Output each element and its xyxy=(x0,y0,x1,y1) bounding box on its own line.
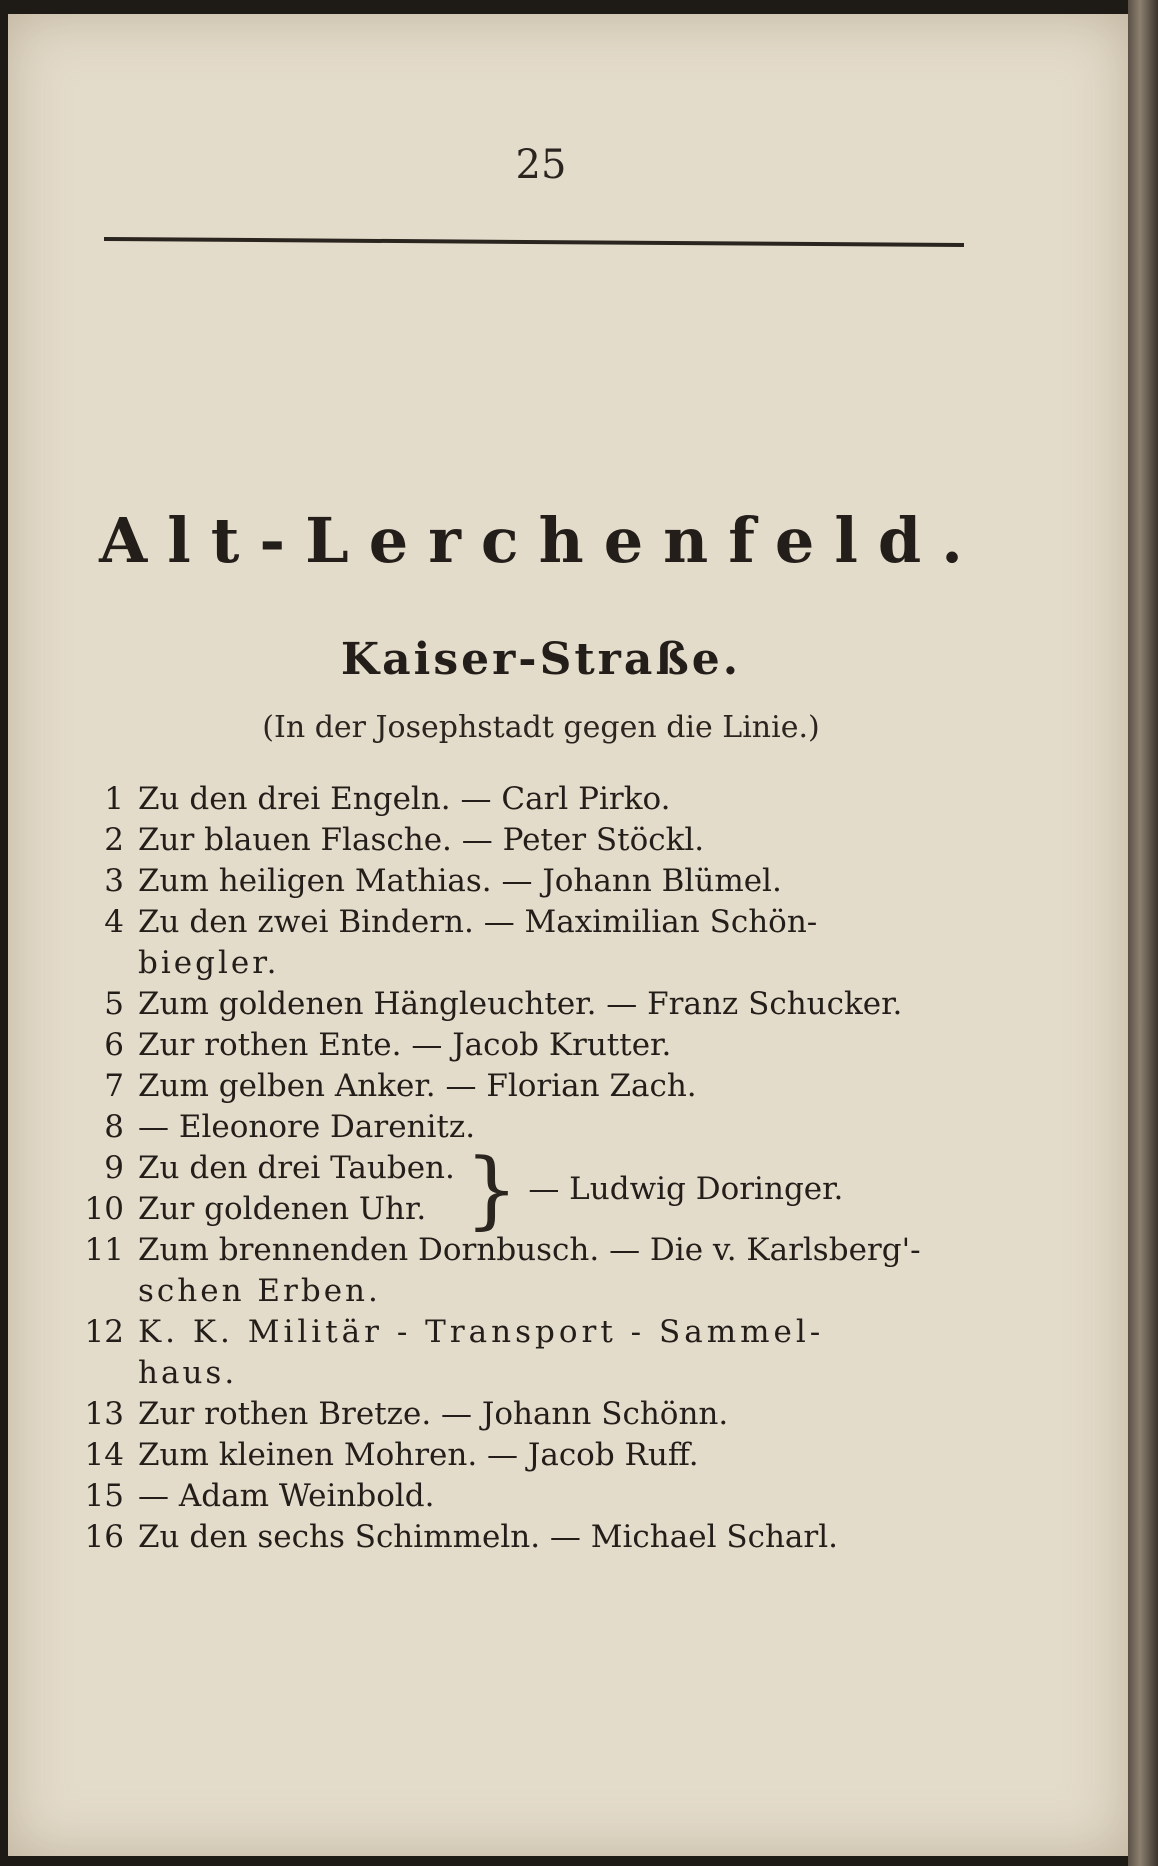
list-item xyxy=(72,861,1012,902)
list-item xyxy=(72,1066,1012,1107)
list-item xyxy=(72,779,1012,820)
entry-text: Zu den sechs Schimmeln. — Michael Scharl. xyxy=(138,1519,838,1555)
list-item xyxy=(72,1230,1012,1271)
list-item xyxy=(72,1394,1012,1435)
entry-number: 3 xyxy=(104,863,124,899)
entry-number: 12 xyxy=(84,1314,124,1350)
entry-number: 13 xyxy=(84,1396,124,1432)
section-title: Alt-Lerchenfeld. xyxy=(99,504,983,577)
entry-text: Zum goldenen Hängleuchter. — Franz Schucker. xyxy=(138,986,903,1022)
entry-text: — Eleonore Darenitz. xyxy=(138,1109,476,1145)
bracketed-entries xyxy=(72,1140,1012,1238)
entry-text: Zum heiligen Mathias. — Johann Blümel. xyxy=(138,863,782,899)
book-page xyxy=(8,14,1128,1856)
list-item xyxy=(72,1025,1012,1066)
entry-number: 14 xyxy=(84,1437,124,1473)
page-number: 25 xyxy=(515,142,567,188)
entry-text: — Adam Weinbold. xyxy=(138,1478,435,1514)
entry-number: 16 xyxy=(84,1519,124,1555)
entry-text: Zur rothen Bretze. — Johann Schönn. xyxy=(138,1396,729,1432)
entry-text: Zu den zwei Bindern. — Maximilian Schön- xyxy=(138,904,818,940)
entry-list xyxy=(72,779,1012,1558)
list-item xyxy=(72,1189,455,1230)
entry-text: Zur rothen Ente. — Jacob Krutter. xyxy=(138,1027,672,1063)
entry-number: 11 xyxy=(84,1232,124,1268)
entry-number: 10 xyxy=(84,1191,124,1227)
entry-text: Zur goldenen Uhr. xyxy=(138,1191,427,1227)
header-rule xyxy=(104,237,964,247)
entry-continuation: haus. xyxy=(138,1355,238,1391)
entry-text: Zum kleinen Mohren. — Jacob Ruff. xyxy=(138,1437,699,1473)
entry-number: 7 xyxy=(104,1068,124,1104)
entry-text: Zu den drei Engeln. — Carl Pirko. xyxy=(138,781,671,817)
street-note: (In der Josephstadt gegen die Linie.) xyxy=(262,710,820,745)
list-item xyxy=(72,820,1012,861)
entry-text: K. K. Militär - Transport - Sammel- xyxy=(138,1314,825,1350)
list-item xyxy=(72,1517,1012,1558)
entry-number: 4 xyxy=(104,904,124,940)
list-item xyxy=(72,1476,1012,1517)
entry-text: Zur blauen Flasche. — Peter Stöckl. xyxy=(138,822,705,858)
entry-number: 8 xyxy=(104,1109,124,1145)
entry-number: 6 xyxy=(104,1027,124,1063)
street-title: Kaiser-Straße. xyxy=(340,634,742,685)
entry-number: 5 xyxy=(104,986,124,1022)
entry-text: Zu den drei Tauben. xyxy=(138,1150,455,1186)
curly-brace: } xyxy=(464,1140,519,1238)
list-item xyxy=(72,1312,1012,1353)
entry-number: 2 xyxy=(104,822,124,858)
entry-continuation: biegler. xyxy=(138,945,280,981)
entry-continuation: schen Erben. xyxy=(138,1273,381,1309)
list-item xyxy=(72,1107,1012,1148)
list-item xyxy=(72,902,1012,943)
entry-text: Zum gelben Anker. — Florian Zach. xyxy=(138,1068,697,1104)
entry-text: Zum brennenden Dornbusch. — Die v. Karlsberg'- xyxy=(138,1232,921,1268)
book-edge xyxy=(1128,0,1158,1866)
list-item xyxy=(72,1435,1012,1476)
list-item xyxy=(72,984,1012,1025)
entry-number: 15 xyxy=(84,1478,124,1514)
list-item xyxy=(72,1148,455,1189)
entry-number: 1 xyxy=(104,781,124,817)
shared-owner: — Ludwig Doringer. xyxy=(528,1170,844,1207)
entry-number: 9 xyxy=(104,1150,124,1186)
